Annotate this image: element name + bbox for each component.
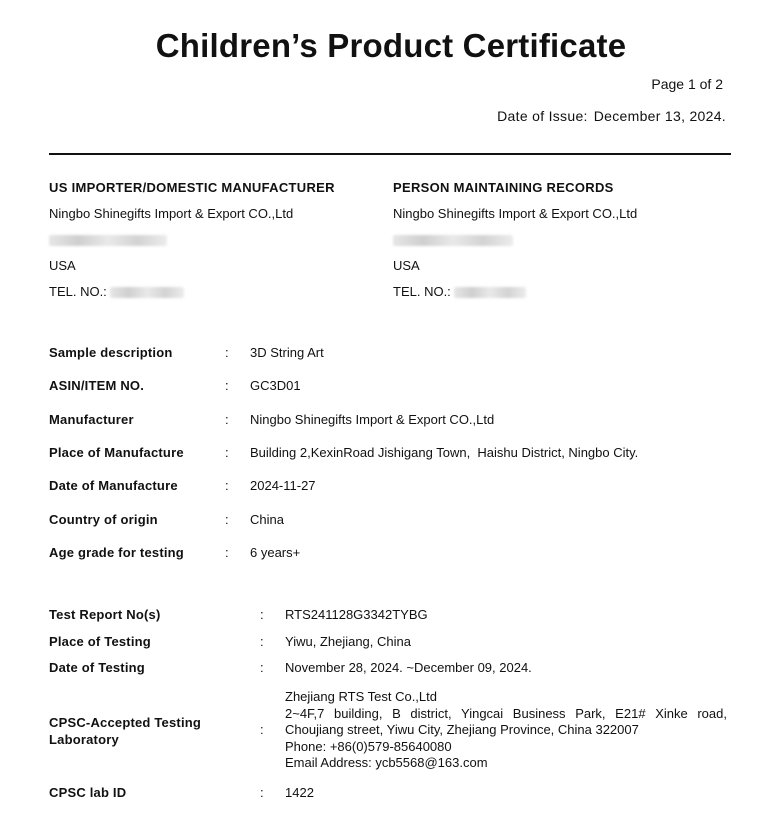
- testing-value: RTS241128G3342TYBG: [285, 607, 428, 622]
- testing-colon: :: [260, 660, 264, 675]
- lab-id-label: CPSC lab ID: [49, 785, 127, 800]
- detail-colon: :: [225, 512, 229, 527]
- testing-label: Place of Testing: [49, 634, 151, 649]
- detail-label: Manufacturer: [49, 412, 134, 427]
- lab-label-line1: CPSC-Accepted Testing: [49, 715, 202, 730]
- detail-colon: :: [225, 478, 229, 493]
- detail-colon: :: [225, 345, 229, 360]
- lab-id-value: 1422: [285, 785, 314, 800]
- document-title: Children’s Product Certificate: [155, 27, 627, 64]
- detail-value: 6 years+: [250, 545, 301, 560]
- lab-label-line2: Laboratory: [49, 732, 119, 747]
- importer-block: [49, 180, 335, 310]
- lab-colon: :: [260, 722, 264, 737]
- detail-label: Country of origin: [49, 512, 158, 527]
- importer-tel-label: TEL. NO.:: [49, 284, 107, 299]
- detail-colon: :: [225, 545, 229, 560]
- importer-address-redacted: [49, 232, 335, 258]
- lab-address-line1: 2~4F,7 building, B district, Yingcai Business Park, E21# Xinke road,: [285, 705, 727, 721]
- records-tel-label: TEL. NO.:: [393, 284, 451, 299]
- detail-value: GC3D01: [250, 378, 301, 393]
- detail-value: Building 2,KexinRoad Jishigang Town, Haishu District, Ningbo City.: [250, 445, 639, 460]
- detail-colon: :: [225, 378, 229, 393]
- detail-label: Place of Manufacture: [49, 445, 184, 460]
- records-block: [393, 180, 637, 310]
- lab-row: [49, 689, 739, 773]
- lab-address-line2: Choujiang street, Yiwu City, Zhejiang Province, China 322007: [285, 722, 639, 737]
- testing-value: Yiwu, Zhejiang, China: [285, 634, 411, 649]
- importer-name: Ningbo Shinegifts Import & Export CO.,Ltd: [49, 206, 294, 221]
- detail-value: 2024-11-27: [250, 478, 316, 493]
- issue-date-label: Date of Issue:: [497, 108, 588, 124]
- testing-colon: :: [260, 607, 264, 622]
- records-name: Ningbo Shinegifts Import & Export CO.,Ltd: [393, 206, 638, 221]
- testing-colon: :: [260, 634, 264, 649]
- issue-date: [497, 108, 726, 124]
- lab-email: Email Address: ycb5568@163.com: [285, 755, 488, 770]
- detail-colon: :: [225, 445, 229, 460]
- detail-colon: :: [225, 412, 229, 427]
- lab-name: Zhejiang RTS Test Co.,Ltd: [285, 689, 437, 704]
- testing-label: Test Report No(s): [49, 607, 161, 622]
- lab-label: [49, 714, 201, 748]
- records-address-redacted: [393, 232, 637, 258]
- records-heading: PERSON MAINTAINING RECORDS: [393, 180, 614, 195]
- lab-details: [285, 689, 727, 772]
- detail-label: Age grade for testing: [49, 545, 184, 560]
- lab-id-colon: :: [260, 785, 264, 800]
- importer-heading: US IMPORTER/DOMESTIC MANUFACTURER: [49, 180, 335, 195]
- records-country: USA: [393, 258, 420, 273]
- page-number: Page 1 of 2: [651, 76, 723, 92]
- detail-label: ASIN/ITEM NO.: [49, 378, 145, 393]
- importer-tel: [49, 284, 335, 310]
- importer-country: USA: [49, 258, 76, 273]
- header-divider: [49, 153, 731, 155]
- records-tel: [393, 284, 637, 310]
- detail-value: China: [250, 512, 284, 527]
- detail-label: Sample description: [49, 345, 173, 360]
- lab-phone: Phone: +86(0)579-85640080: [285, 738, 452, 754]
- detail-value: Ningbo Shinegifts Import & Export CO.,Ltd: [250, 412, 495, 427]
- detail-value: 3D String Art: [250, 345, 324, 360]
- testing-value: November 28, 2024. ~December 09, 2024.: [285, 660, 532, 675]
- issue-date-value: December 13, 2024.: [593, 108, 726, 124]
- testing-label: Date of Testing: [49, 660, 145, 675]
- detail-label: Date of Manufacture: [49, 478, 178, 493]
